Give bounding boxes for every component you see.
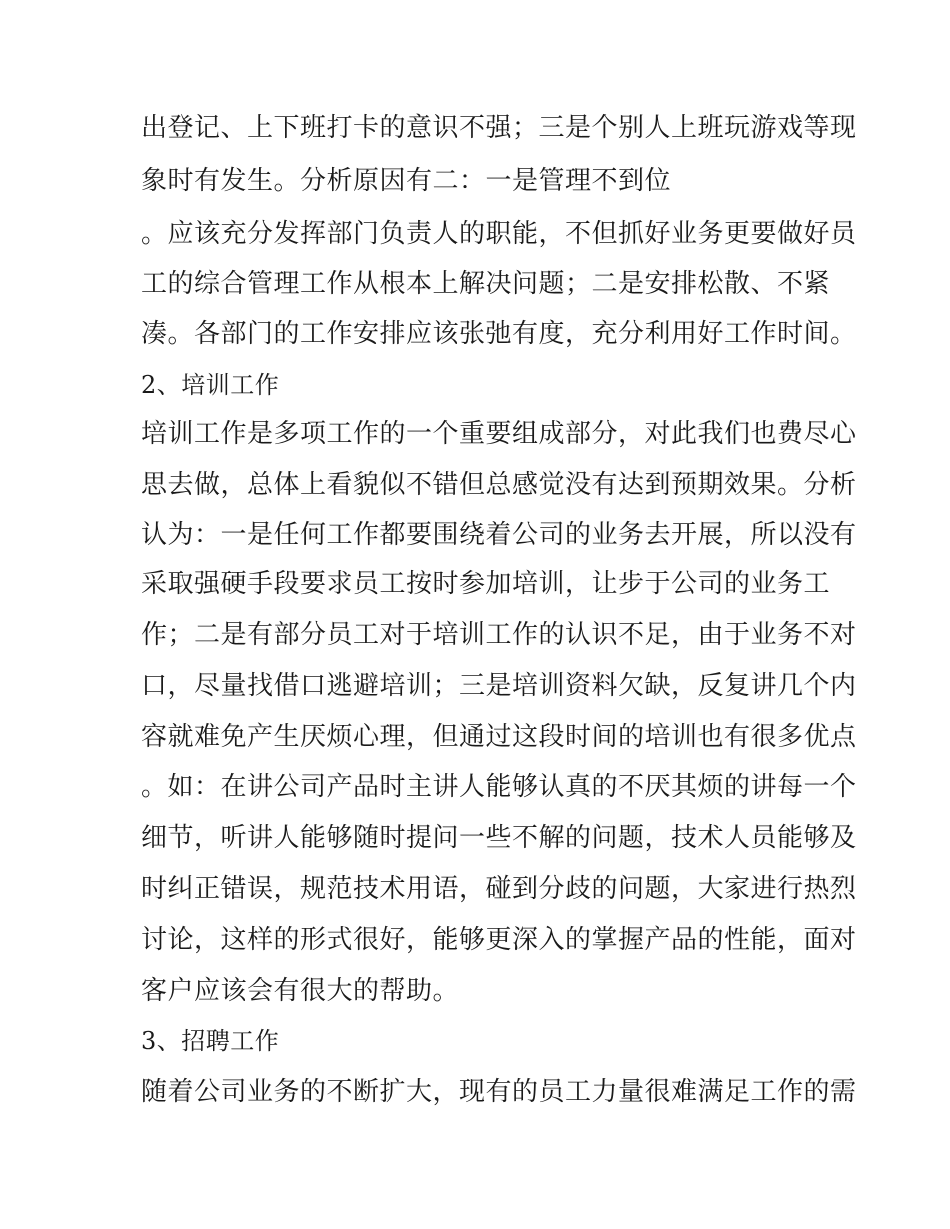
body-text-line: 。应该充分发挥部门负责人的职能，不但抓好业务更要做好员 [141, 219, 857, 249]
body-text-line: 客户应该会有很大的帮助。 [141, 976, 460, 1006]
body-text-line: 认为：一是任何工作都要围绕着公司的业务去开展，所以没有 [141, 520, 857, 550]
body-text-line: 工的综合管理工作从根本上解决问题；二是安排松散、不紧 [141, 269, 831, 299]
body-text-line: 口，尽量找借口逃避培训；三是培训资料欠缺，反复讲几个内 [141, 671, 857, 701]
section-heading: 2、培训工作 [141, 371, 280, 399]
body-text-line: 容就难免产生厌烦心理，但通过这段时间的培训也有很多优点 [141, 722, 857, 752]
body-text-line: 培训工作是多项工作的一个重要组成部分，对此我们也费尽心 [141, 419, 857, 449]
body-text-line: 思去做，总体上看貌似不错但总感觉没有达到预期效果。分析 [141, 470, 857, 500]
section-heading: 3、招聘工作 [141, 1027, 280, 1055]
body-text-line: 采取强硬手段要求员工按时参加培训，让步于公司的业务工 [141, 569, 831, 599]
body-text-line: 出登记、上下班打卡的意识不强；三是个别人上班玩游戏等现 [141, 113, 857, 143]
body-text-line: 象时有发生。分析原因有二：一是管理不到位 [141, 166, 672, 196]
body-text-line: 细节，听讲人能够随时提问一些不解的问题，技术人员能够及 [141, 823, 857, 853]
body-text-line: 。如：在讲公司产品时主讲人能够认真的不厌其烦的讲每一个 [141, 772, 857, 802]
body-text-line: 凑。各部门的工作安排应该张弛有度，充分利用好工作时间。 [141, 319, 857, 349]
body-text-line: 时纠正错误，规范技术用语，碰到分歧的问题，大家进行热烈 [141, 874, 857, 904]
body-text-line: 作；二是有部分员工对于培训工作的认识不足，由于业务不对 [141, 620, 857, 650]
body-text-line: 讨论，这样的形式很好，能够更深入的掌握产品的性能，面对 [141, 925, 857, 955]
body-text-line: 随着公司业务的不断扩大，现有的员工力量很难满足工作的需 [141, 1077, 857, 1107]
